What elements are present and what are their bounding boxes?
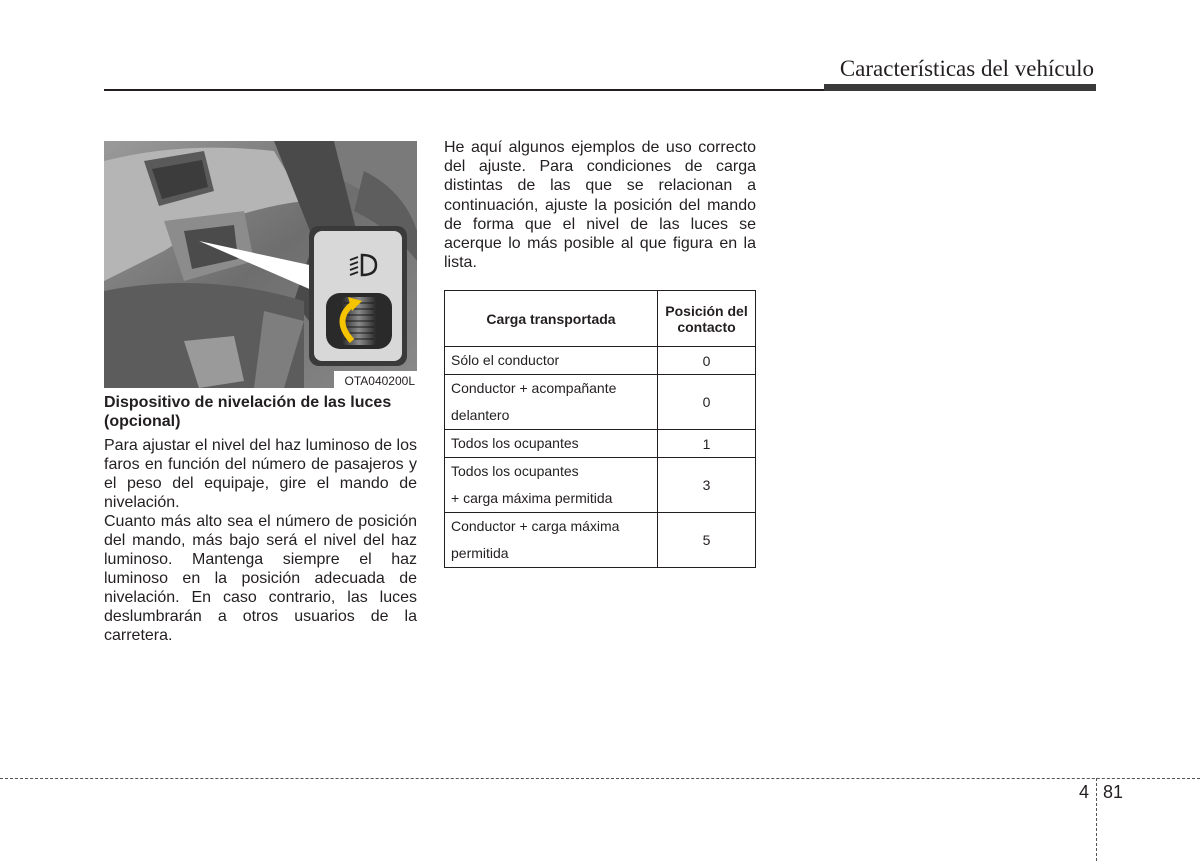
- table-row: [445, 458, 756, 513]
- position-cell: 0: [658, 375, 756, 430]
- page-number: 81: [1103, 782, 1124, 802]
- header-load: Carga transportada: [445, 291, 658, 347]
- load-cell: Todos los ocupantes: [445, 430, 658, 458]
- load-position-table: [444, 290, 756, 568]
- left-column: [104, 393, 417, 645]
- footer-rule: [0, 778, 1200, 779]
- header-position: Posición del contacto: [658, 291, 756, 347]
- table-row: [445, 430, 756, 458]
- position-cell: 1: [658, 430, 756, 458]
- position-cell: 0: [658, 347, 756, 375]
- header-rule: [104, 89, 824, 91]
- section-title: Características del vehículo: [839, 56, 1094, 81]
- position-cell: 5: [658, 513, 756, 568]
- paragraph-2: Cuanto más alto sea el número de posición del mando, más bajo será el nivel del haz luminoso. Mantenga siempre el haz luminoso en la posición adecuada de nivelación. En caso contrario, las luces deslumbrarán a otros usuarios de la carretera.: [104, 513, 417, 644]
- load-cell: Conductor + acompañante delantero: [445, 375, 658, 430]
- table-row: [445, 347, 756, 375]
- section-heading: Dispositivo de nivelación de las luces (opcional): [104, 394, 392, 430]
- header-rule-accent: [824, 84, 1096, 91]
- load-cell: Sólo el conductor: [445, 347, 658, 375]
- footer-divider: [1096, 778, 1097, 861]
- chapter-number: 4: [1079, 782, 1090, 802]
- paragraph-1: Para ajustar el nivel del haz luminoso de los faros en función del número de pasajeros y el peso del equipaje, gire el mando de nivelación.: [104, 437, 417, 511]
- intro-paragraph: He aquí algunos ejemplos de uso correcto del ajuste. Para condiciones de carga distintas de las que se relacionan a continuación, ajuste la posición del mando de forma que el nivel de las luces se acerque lo más posible al que figura en la lista.: [444, 139, 756, 272]
- table-row: [445, 375, 756, 430]
- figure-code: OTA040200L: [344, 374, 415, 388]
- dashboard-illustration: [104, 141, 417, 388]
- position-cell: 3: [658, 458, 756, 513]
- table-row: [445, 513, 756, 568]
- load-cell: Conductor + carga máxima permitida: [445, 513, 658, 568]
- load-cell: Todos los ocupantes + carga máxima permitida: [445, 458, 658, 513]
- right-column: [444, 138, 756, 272]
